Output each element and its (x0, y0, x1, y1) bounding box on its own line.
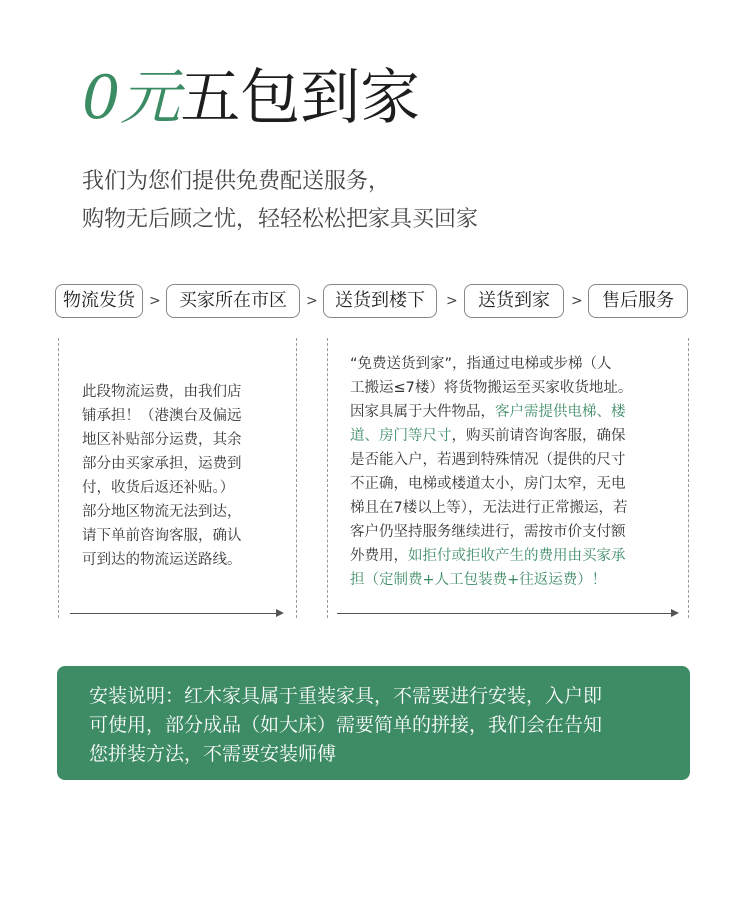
right-bracket-end (688, 338, 689, 618)
left-panel-line: 付，收货后返还补贴。） (82, 480, 235, 496)
right-panel-line (350, 400, 686, 424)
flow-step-after-sales: 售后服务 (588, 284, 688, 318)
right-panel-line (350, 424, 686, 448)
title-rest: 五包到家 (180, 63, 421, 133)
install-notice (57, 666, 690, 780)
left-bracket-start (58, 338, 59, 618)
right-panel-line: 是否能入户，若遇到特殊情况（提供的尺寸 (350, 452, 626, 468)
left-panel-line: 铺承担！（港澳台及偏远 (82, 408, 242, 424)
right-panel-line: 不正确，电梯或楼道太小，房门太窄，无电 (350, 476, 626, 492)
right-panel-line: 客户仍坚持服务继续进行，需按市价支付额 (350, 524, 626, 540)
right-panel-text-segment: ，购买前请咨询客服，确保 (451, 428, 626, 444)
right-range-arrow (337, 613, 677, 614)
right-panel-highlight: 如拒付或拒收产生的费用由买家承 (408, 548, 626, 564)
left-bracket-end (296, 338, 297, 618)
subtitle-line-1: 我们为您们提供免费配送服务， (82, 169, 391, 194)
left-panel-line: 部分由买家承担，运费到 (82, 456, 242, 472)
install-line: 安装说明：红木家具属于重装家具，不需要进行安装，入户即 (89, 685, 603, 707)
left-panel-line: 地区补贴部分运费，其余 (82, 432, 242, 448)
flow-arrow: > (149, 293, 161, 309)
flow-arrow: > (446, 293, 458, 309)
left-panel-line: 可到达的物流运送路线。 (82, 552, 242, 568)
install-line: 可使用，部分成品（如大床）需要简单的拼接，我们会在告知 (89, 714, 603, 736)
left-panel-line: 此段物流运费，由我们店 (82, 384, 242, 400)
right-panel-highlight: 道、房门等尺寸 (350, 428, 452, 444)
flow-arrow: > (571, 293, 583, 309)
flow-step-downstairs: 送货到楼下 (323, 284, 437, 318)
title-accent: 0元 (82, 63, 181, 133)
right-panel-highlight: 客户需提供电梯、楼 (495, 404, 626, 420)
right-panel-line (350, 544, 686, 568)
right-panel-text-segment: 外费用， (350, 548, 408, 564)
flow-arrow: > (306, 293, 318, 309)
right-panel-line: “免费送货到家”，指通过电梯或步梯（人 (350, 356, 612, 372)
flow-step-shipping: 物流发货 (55, 284, 143, 318)
left-panel-line: 请下单前咨询客服，确认 (82, 528, 242, 544)
subtitle-line-2: 购物无后顾之忧，轻轻松松把家具买回家 (82, 207, 479, 232)
left-panel-text (82, 380, 272, 572)
right-panel-text (350, 352, 686, 592)
right-panel-highlight-line: 担（定制费+人工包装费+往返运费）！ (350, 572, 607, 588)
flow-step-buyer-city: 买家所在市区 (166, 284, 300, 318)
right-panel-line: 梯且在7楼以上等），无法进行正常搬运，若 (350, 500, 628, 516)
right-bracket-start (327, 338, 328, 618)
right-panel-text-segment: 因家具属于大件物品， (350, 404, 495, 420)
left-range-arrow (70, 613, 282, 614)
right-panel-line: 工搬运≤7楼）将货物搬运至买家收货地址。 (350, 380, 633, 396)
page-title (82, 58, 420, 138)
install-line: 您拼装方法，不需要安装师傅 (89, 743, 337, 765)
flow-step-home: 送货到家 (464, 284, 564, 318)
left-panel-line: 部分地区物流无法到达， (82, 504, 242, 520)
